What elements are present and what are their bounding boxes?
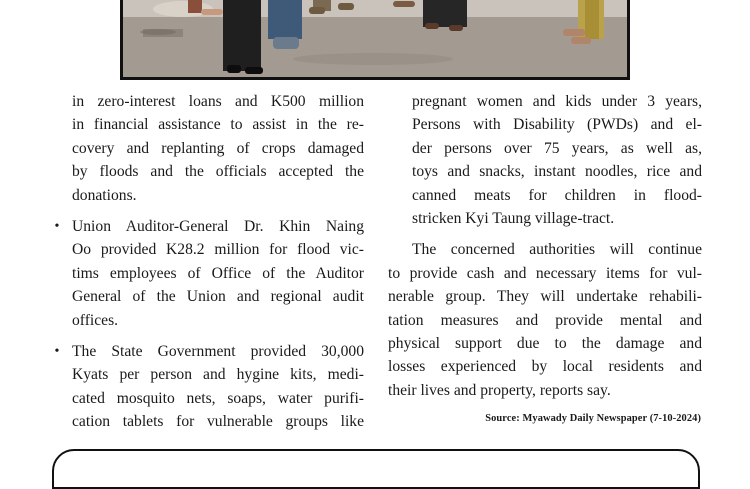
text-line: donations. [72,186,137,204]
left-column [48,90,364,434]
text-line: tation measures and provide mental and [388,311,702,329]
text-line: offices. [72,311,119,329]
text-line: Persons with Disability (PWDs) and el- [412,116,702,134]
continuation-paragraph [388,90,702,230]
text-line: pregnant women and kids under 3 years, [412,93,702,110]
text-line: The State Government provided 30,000 [72,343,364,361]
text-line: covery and replanting of crops damaged [72,139,364,157]
text-line: their lives and property, reports say. [388,381,611,399]
photo-illustration [123,0,627,77]
text-line: Oo provided K28.2 million for flood vic- [72,241,364,259]
right-column [388,90,702,402]
text-line: tims employees of Office of the Auditor [72,264,364,282]
text-line: canned meats for children in flood- [412,186,702,204]
text-line: stricken Kyi Taung village-tract. [412,210,615,228]
text-line: cated mosquito nets, soaps, water purifi- [72,389,364,407]
bullet-icon: • [54,344,60,360]
text-line: The concerned authorities will continue [412,241,702,259]
text-line: der persons over 75 years, as well as, [412,139,702,157]
text-line: losses experienced by local residents and [388,358,702,376]
text-line: physical support due to the damage and [388,335,702,353]
source-citation: Source: Myawady Daily Newspaper (7-10-2024) [485,413,701,424]
text-line: in financial assistance to assist in the re- [72,116,364,134]
text-line: Kyats per person and hygine kits, medi- [72,366,364,384]
text-line: nerable group. They will undertake rehabili- [388,288,702,306]
text-line: General of the Union and regional audit [72,288,364,306]
text-line: toys and snacks, instant noodles, rice and [412,163,702,181]
news-photo [120,0,630,80]
bullet-icon: • [54,219,60,235]
text-line: to provide cash and necessary items for vul- [388,264,702,282]
next-section-frame [52,449,700,489]
continuation-paragraph [48,90,364,207]
bullet-item-state-government [48,340,364,434]
bullet-item-auditor-general [48,215,364,332]
text-line: by floods and the officials accepted the [72,163,364,181]
text-line: cation tablets for vulnerable groups like [72,413,364,431]
closing-paragraph [388,238,702,402]
text-line: Union Auditor-General Dr. Khin Naing [72,218,364,236]
text-line: in zero-interest loans and K500 million [72,93,364,110]
